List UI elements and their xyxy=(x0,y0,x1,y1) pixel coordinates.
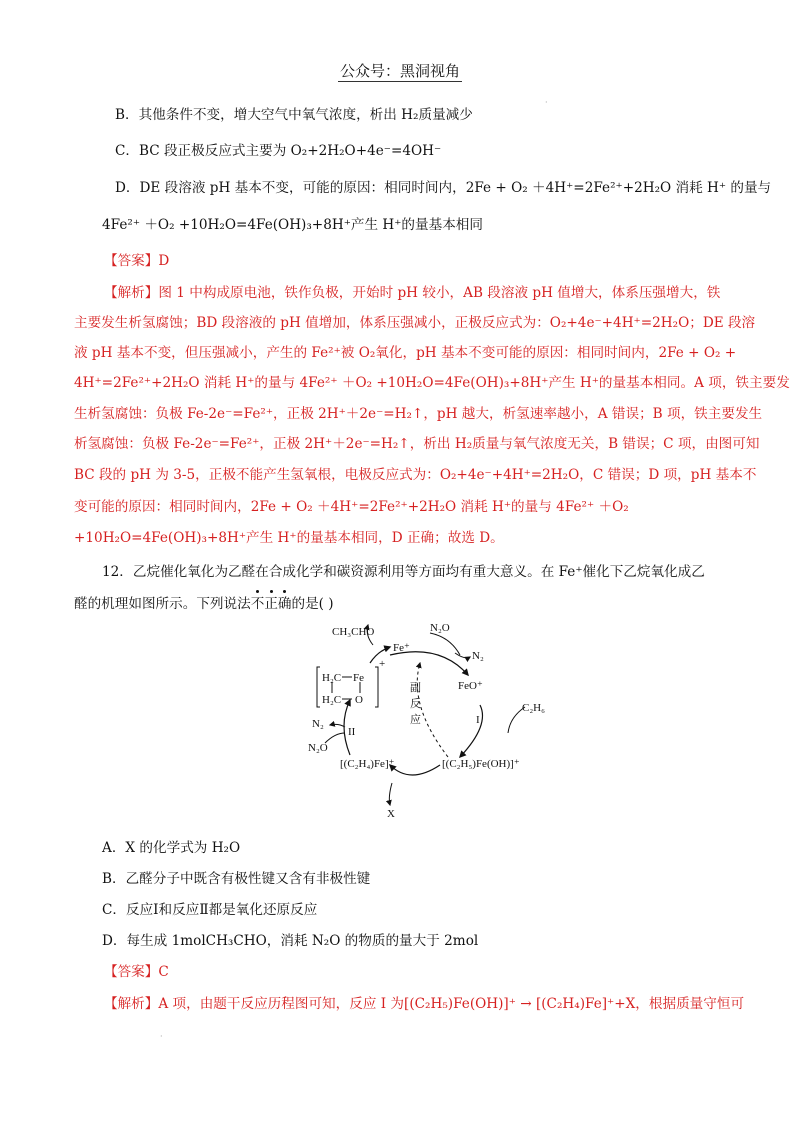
arrow-fe-to-feo xyxy=(390,652,468,675)
n2o-left-label: N₂O xyxy=(308,742,328,754)
q11-analysis-line: +10H₂O=4Fe(OH)₃+8H⁺产生 H⁺的量基本相同，D 正确；故选 D。 xyxy=(74,530,504,546)
q12-analysis-line: 【解析】A 项，由题干反应历程图可知，反应 I 为[(C₂H₅)Fe(OH)]⁺ → [(C₂H₄)Fe]⁺+X，根据质量守恒可 xyxy=(104,996,745,1012)
q11-analysis-line: 【解析】图 1 中构成原电池，铁作负极，开始时 pH 较小，AB 段溶液 pH 值增大，体系压强增大，铁 xyxy=(104,285,721,301)
roman-two-label: II xyxy=(348,726,356,738)
side-reaction-arrow xyxy=(417,663,448,757)
q11-analysis-line: BC 段的 pH 为 3-5，正极不能产生氢氧根，电极反应式为：O₂+4e⁻+4H⁺=2H₂O，C 错误；D 项，pH 基本不 xyxy=(74,467,757,483)
q11-analysis-line: 4H⁺=2Fe²⁺+2H₂O 消耗 H⁺的量与 4Fe²⁺ ＋O₂ +10H₂O=4Fe(OH)₃+8H⁺产生 H⁺的量基本相同。A 项，铁主要发 xyxy=(74,375,790,391)
reaction-mechanism-diagram xyxy=(290,615,550,835)
q11-analysis-line: 主要发生析氢腐蚀；BD 段溶液的 pH 值增加，体系压强减小，正极反应式为：O₂+4e⁻+4H⁺=2H₂O；DE 段溶 xyxy=(74,315,756,331)
q11-analysis-line: 液 pH 基本不变，但压强减小，产生的 Fe²⁺被 O₂氧化，pH 基本不变可能的原因：相同时间内，2Fe + O₂ + xyxy=(74,345,737,361)
x-label: X xyxy=(387,808,395,820)
q11-option-d-line1: D．DE 段溶液 pH 基本不变，可能的原因：相同时间内，2Fe + O₂ ＋4H⁺=2Fe²⁺+2H₂O 消耗 H⁺ 的量与 xyxy=(115,180,772,196)
q12-stem-pre: 醛的机理如图所示。下列说法 xyxy=(74,596,251,612)
q12-option-a: A．X 的化学式为 H₂O xyxy=(102,840,241,856)
emphasis-char: 正 xyxy=(264,596,278,612)
ring-h2c-top: H₂C xyxy=(322,672,342,684)
q12-stem-emphasis xyxy=(251,596,292,612)
n2o-left-line xyxy=(325,733,345,743)
q11-option-c: C．BC 段正极反应式主要为 O₂+2H₂O+4e⁻=4OH⁻ xyxy=(115,143,442,159)
n2-left-arrow xyxy=(330,724,345,727)
q12-stem-line1: 12．乙烷催化氧化为乙醛在合成化学和碳资源利用等方面均有重大意义。在 Fe⁺催化下乙烷氧化成乙 xyxy=(102,564,705,580)
n2-top-label: N₂ xyxy=(472,650,484,662)
q12-stem-post: 的是( ) xyxy=(291,596,334,612)
mechanism-svg xyxy=(290,615,550,835)
page-header xyxy=(0,60,800,81)
q11-answer: 【答案】D xyxy=(104,253,170,269)
header-title: 公众号：黑洞视角 xyxy=(339,62,460,80)
scan-dot: · xyxy=(160,1032,163,1041)
fe-plus-label: Fe⁺ xyxy=(393,642,410,654)
n2o-top-label: N₂O xyxy=(430,622,450,634)
ch3cho-label: CH₃CHO xyxy=(332,626,375,638)
q11-option-b: B．其他条件不变，增大空气中氧气浓度，析出 H₂质量减少 xyxy=(115,107,473,123)
side-reaction-char-1: 副 xyxy=(410,682,421,694)
feo-plus-label: FeO⁺ xyxy=(458,680,483,692)
c2h6-label: C₂H₆ xyxy=(522,702,545,714)
q11-analysis-line: 析氢腐蚀：负极 Fe-2e⁻=Fe²⁺，正极 2H⁺＋2e⁻=H₂↑，析出 H₂质量与氧气浓度无关，B 错误；C 项，由图可知 xyxy=(74,436,760,452)
emphasis-char: 确 xyxy=(277,596,292,612)
c2h4fe-label: [(C₂H₄)Fe]⁺ xyxy=(340,758,395,770)
n2-left-label: N₂ xyxy=(312,718,324,730)
scan-dot: · xyxy=(545,98,548,107)
q11-analysis-line: 生析氢腐蚀：负极 Fe-2e⁻=Fe²⁺，正极 2H⁺＋2e⁻=H₂↑，pH 越大，析氢速率越小，A 错误；B 项，铁主要发生 xyxy=(74,406,763,422)
side-reaction-char-2: 反 xyxy=(410,698,421,710)
emphasis-char: 不 xyxy=(250,596,265,612)
q12-option-b: B．乙醛分子中既含有极性键又含有非极性键 xyxy=(102,871,371,887)
arrow-to-x xyxy=(389,783,392,805)
ring-o: O xyxy=(355,694,363,706)
ring-bracket-right xyxy=(375,667,378,707)
q12-stem-line2 xyxy=(74,594,334,614)
ring-h2c-bottom: H₂C xyxy=(322,694,342,706)
ring-bracket-left xyxy=(317,667,320,707)
q12-option-c: C．反应Ⅰ和反应Ⅱ都是氧化还原反应 xyxy=(102,902,318,918)
q11-analysis-line: 变可能的原因：相同时间内，2Fe + O₂ ＋4H⁺=2Fe²⁺+2H₂O 消耗 H⁺的量与 4Fe²⁺ ＋O₂ xyxy=(74,499,629,515)
n2o-in-line xyxy=(430,633,460,655)
q12-answer: 【答案】C xyxy=(104,964,169,980)
q12-option-d: D．每生成 1molCH₃CHO，消耗 N₂O 的物质的量大于 2mol xyxy=(102,933,479,949)
arrow-c2h5feoh-to-c2h4fe xyxy=(390,765,440,775)
q11-option-d-line2: 4Fe²⁺ ＋O₂ +10H₂O=4Fe(OH)₃+8H⁺产生 H⁺的量基本相同 xyxy=(102,217,483,233)
ring-fe: Fe xyxy=(353,672,364,684)
roman-one-label: I xyxy=(476,714,480,726)
side-reaction-char-3: 应 xyxy=(410,714,421,726)
arrow-feo-to-c2h5feoh xyxy=(460,705,483,757)
n2-out-arrow xyxy=(455,653,470,658)
ring-charge: + xyxy=(379,658,386,670)
c2h5feoh-label: [(C₂H₅)Fe(OH)]⁺ xyxy=(442,758,520,770)
